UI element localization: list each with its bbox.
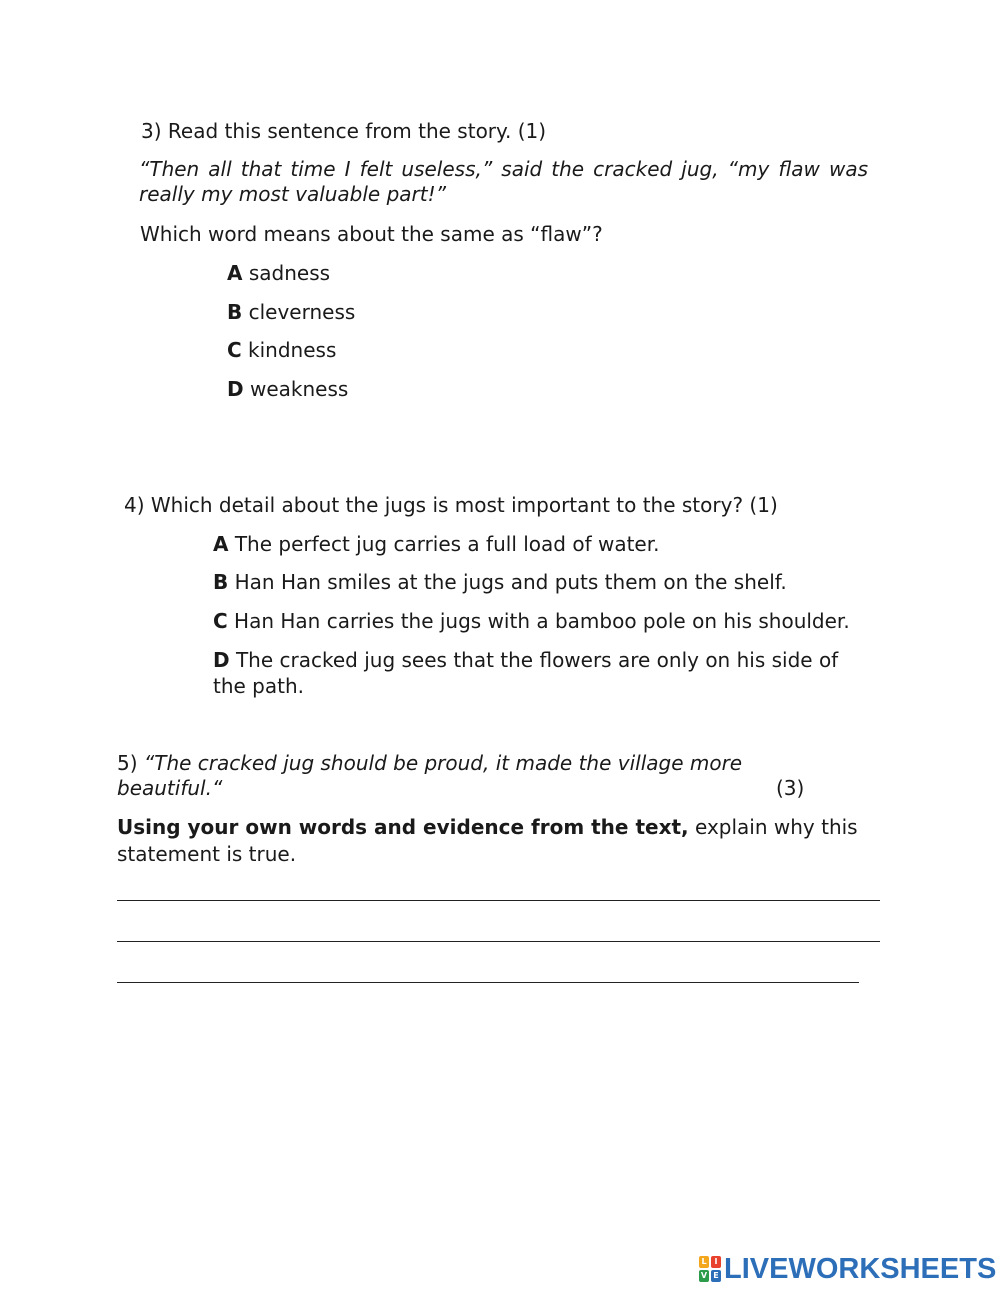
option-letter: D [227,377,244,401]
question-3-option-c[interactable] [227,338,336,362]
option-letter: B [227,300,243,324]
option-text: The perfect jug carries a full load of water. [234,532,660,556]
option-text: kindness [248,338,337,362]
option-text: The cracked jug sees that the flowers are only on his side of [235,648,839,672]
logo-block-l: L [699,1256,709,1268]
question-3-option-b[interactable] [227,300,355,324]
answer-line-2[interactable] [117,941,880,942]
question-3-heading: 3) Read this sentence from the story. (1) [141,119,547,143]
option-text: Han Han smiles at the jugs and puts them on the shelf. [234,570,787,594]
question-5-quote-line-1 [117,751,742,775]
question-5-marks: (3) [776,776,805,800]
question-3-quote: “Then all that time I felt useless,” said the cracked jug, “my flaw was really my most valuable part!” [139,157,868,206]
logo-text: LIVEWORKSHEETS [724,1253,997,1285]
option-letter: A [227,261,243,285]
logo-block-i: I [711,1256,721,1268]
option-text: Han Han carries the jugs with a bamboo pole on his shoulder. [234,609,850,633]
answer-line-1[interactable] [117,900,880,901]
question-5-instruction [117,815,858,839]
question-5-number: 5) [117,751,138,775]
question-3-option-a[interactable] [227,261,330,285]
logo-blocks-icon [699,1256,721,1282]
question-4-option-d[interactable] [213,648,838,672]
option-letter: A [213,532,229,556]
question-3-option-d[interactable] [227,377,348,401]
question-4-option-d-continuation: the path. [213,674,305,698]
answer-line-3[interactable] [117,982,859,983]
question-5-instruction-line-2: statement is true. [117,842,297,866]
logo-block-v: V [700,1271,708,1280]
liveworksheets-logo [699,1253,997,1285]
logo-block-e: E [711,1270,721,1282]
option-text: weakness [249,377,349,401]
question-4-heading: 4) Which detail about the jugs is most important to the story? (1) [124,493,778,517]
question-3-prompt: Which word means about the same as “flaw”? [140,222,603,246]
question-5-quote-line-2: beautiful.“ [117,776,223,800]
option-letter: D [213,648,230,672]
question-4-option-b[interactable] [213,570,787,594]
question-5-instruction-rest: explain why this [688,815,858,839]
question-5-quote-text: “The cracked jug should be proud, it made the village more [143,751,743,775]
option-text: sadness [248,261,331,285]
question-5-instruction-bold: Using your own words and evidence from the text, [117,815,689,839]
option-letter: B [213,570,229,594]
option-text: cleverness [248,300,356,324]
option-letter: C [227,338,242,362]
option-letter: C [213,609,228,633]
question-4-option-a[interactable] [213,532,659,556]
question-4-option-c[interactable] [213,609,850,633]
